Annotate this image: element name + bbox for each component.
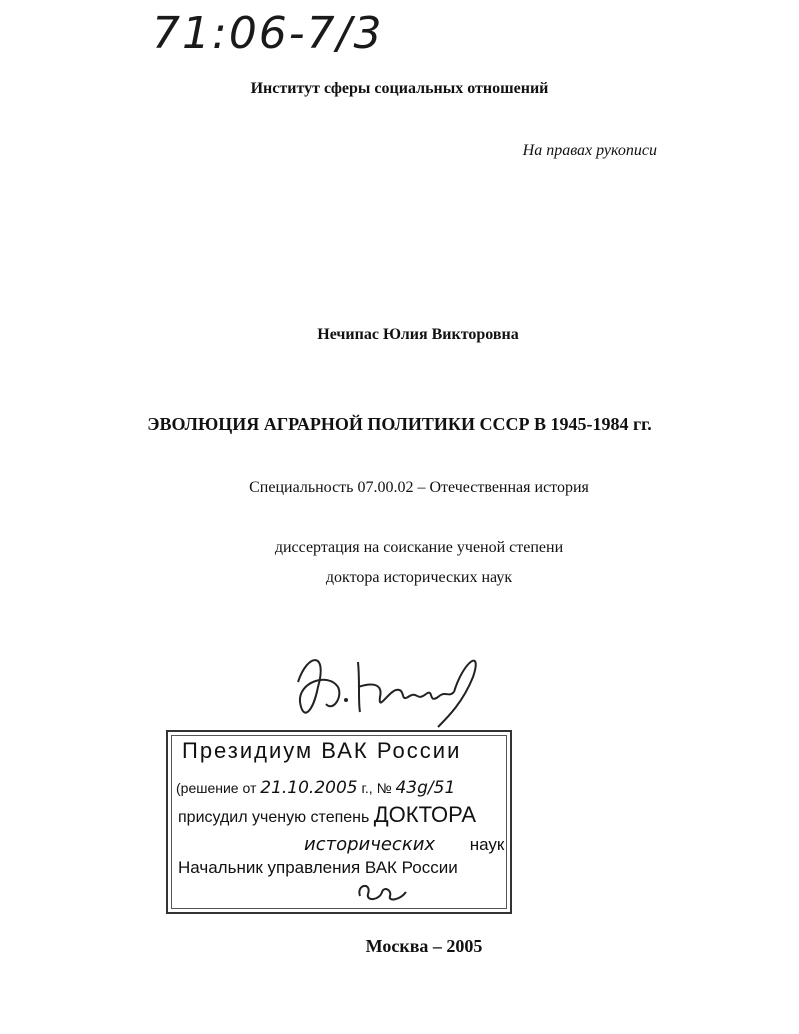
handwritten-archive-code: 71:06-7/3: [152, 8, 384, 59]
manuscript-rights-note: На правах рукописи: [522, 142, 657, 159]
dissertation-degree-line-2: доктора исторических наук: [325, 569, 513, 586]
stamp-science-handwritten: исторических: [304, 834, 436, 855]
stamp-decision-date: 21.10.2005: [260, 778, 358, 798]
institute-name: Институт сферы социальных отношений: [250, 80, 549, 97]
stamp-signature: [352, 878, 412, 908]
author-name: Нечипас Юлия Викторовна: [317, 326, 519, 343]
stamp-decision-number: 43g/51: [395, 778, 456, 798]
stamp-decision-year-suffix: г., №: [361, 780, 392, 796]
stamp-header: Президиум ВАК России: [182, 738, 462, 763]
stamp-degree: ДОКТОРА: [373, 802, 477, 827]
author-signature: [288, 642, 498, 732]
stamp-awarded-line: [178, 802, 476, 828]
stamp-awarded-text: присудил ученую степень: [178, 809, 370, 826]
stamp-chief-line: Начальник управления ВАК России: [178, 858, 458, 877]
vak-approval-stamp: [166, 730, 512, 914]
stamp-decision-prefix: (решение от: [176, 780, 257, 796]
specialty-line: Специальность 07.00.02 – Отечественная история: [249, 479, 589, 496]
stamp-science-suffix: наук: [469, 835, 505, 854]
stamp-decision-line: [176, 778, 455, 798]
dissertation-title: ЭВОЛЮЦИЯ АГРАРНОЙ ПОЛИТИКИ СССР В 1945-1984 гг.: [147, 414, 652, 434]
dissertation-degree-line-1: диссертация на соискание ученой степени: [274, 539, 564, 556]
stamp-science-line: [304, 834, 504, 855]
city-and-year: Москва – 2005: [365, 936, 483, 956]
